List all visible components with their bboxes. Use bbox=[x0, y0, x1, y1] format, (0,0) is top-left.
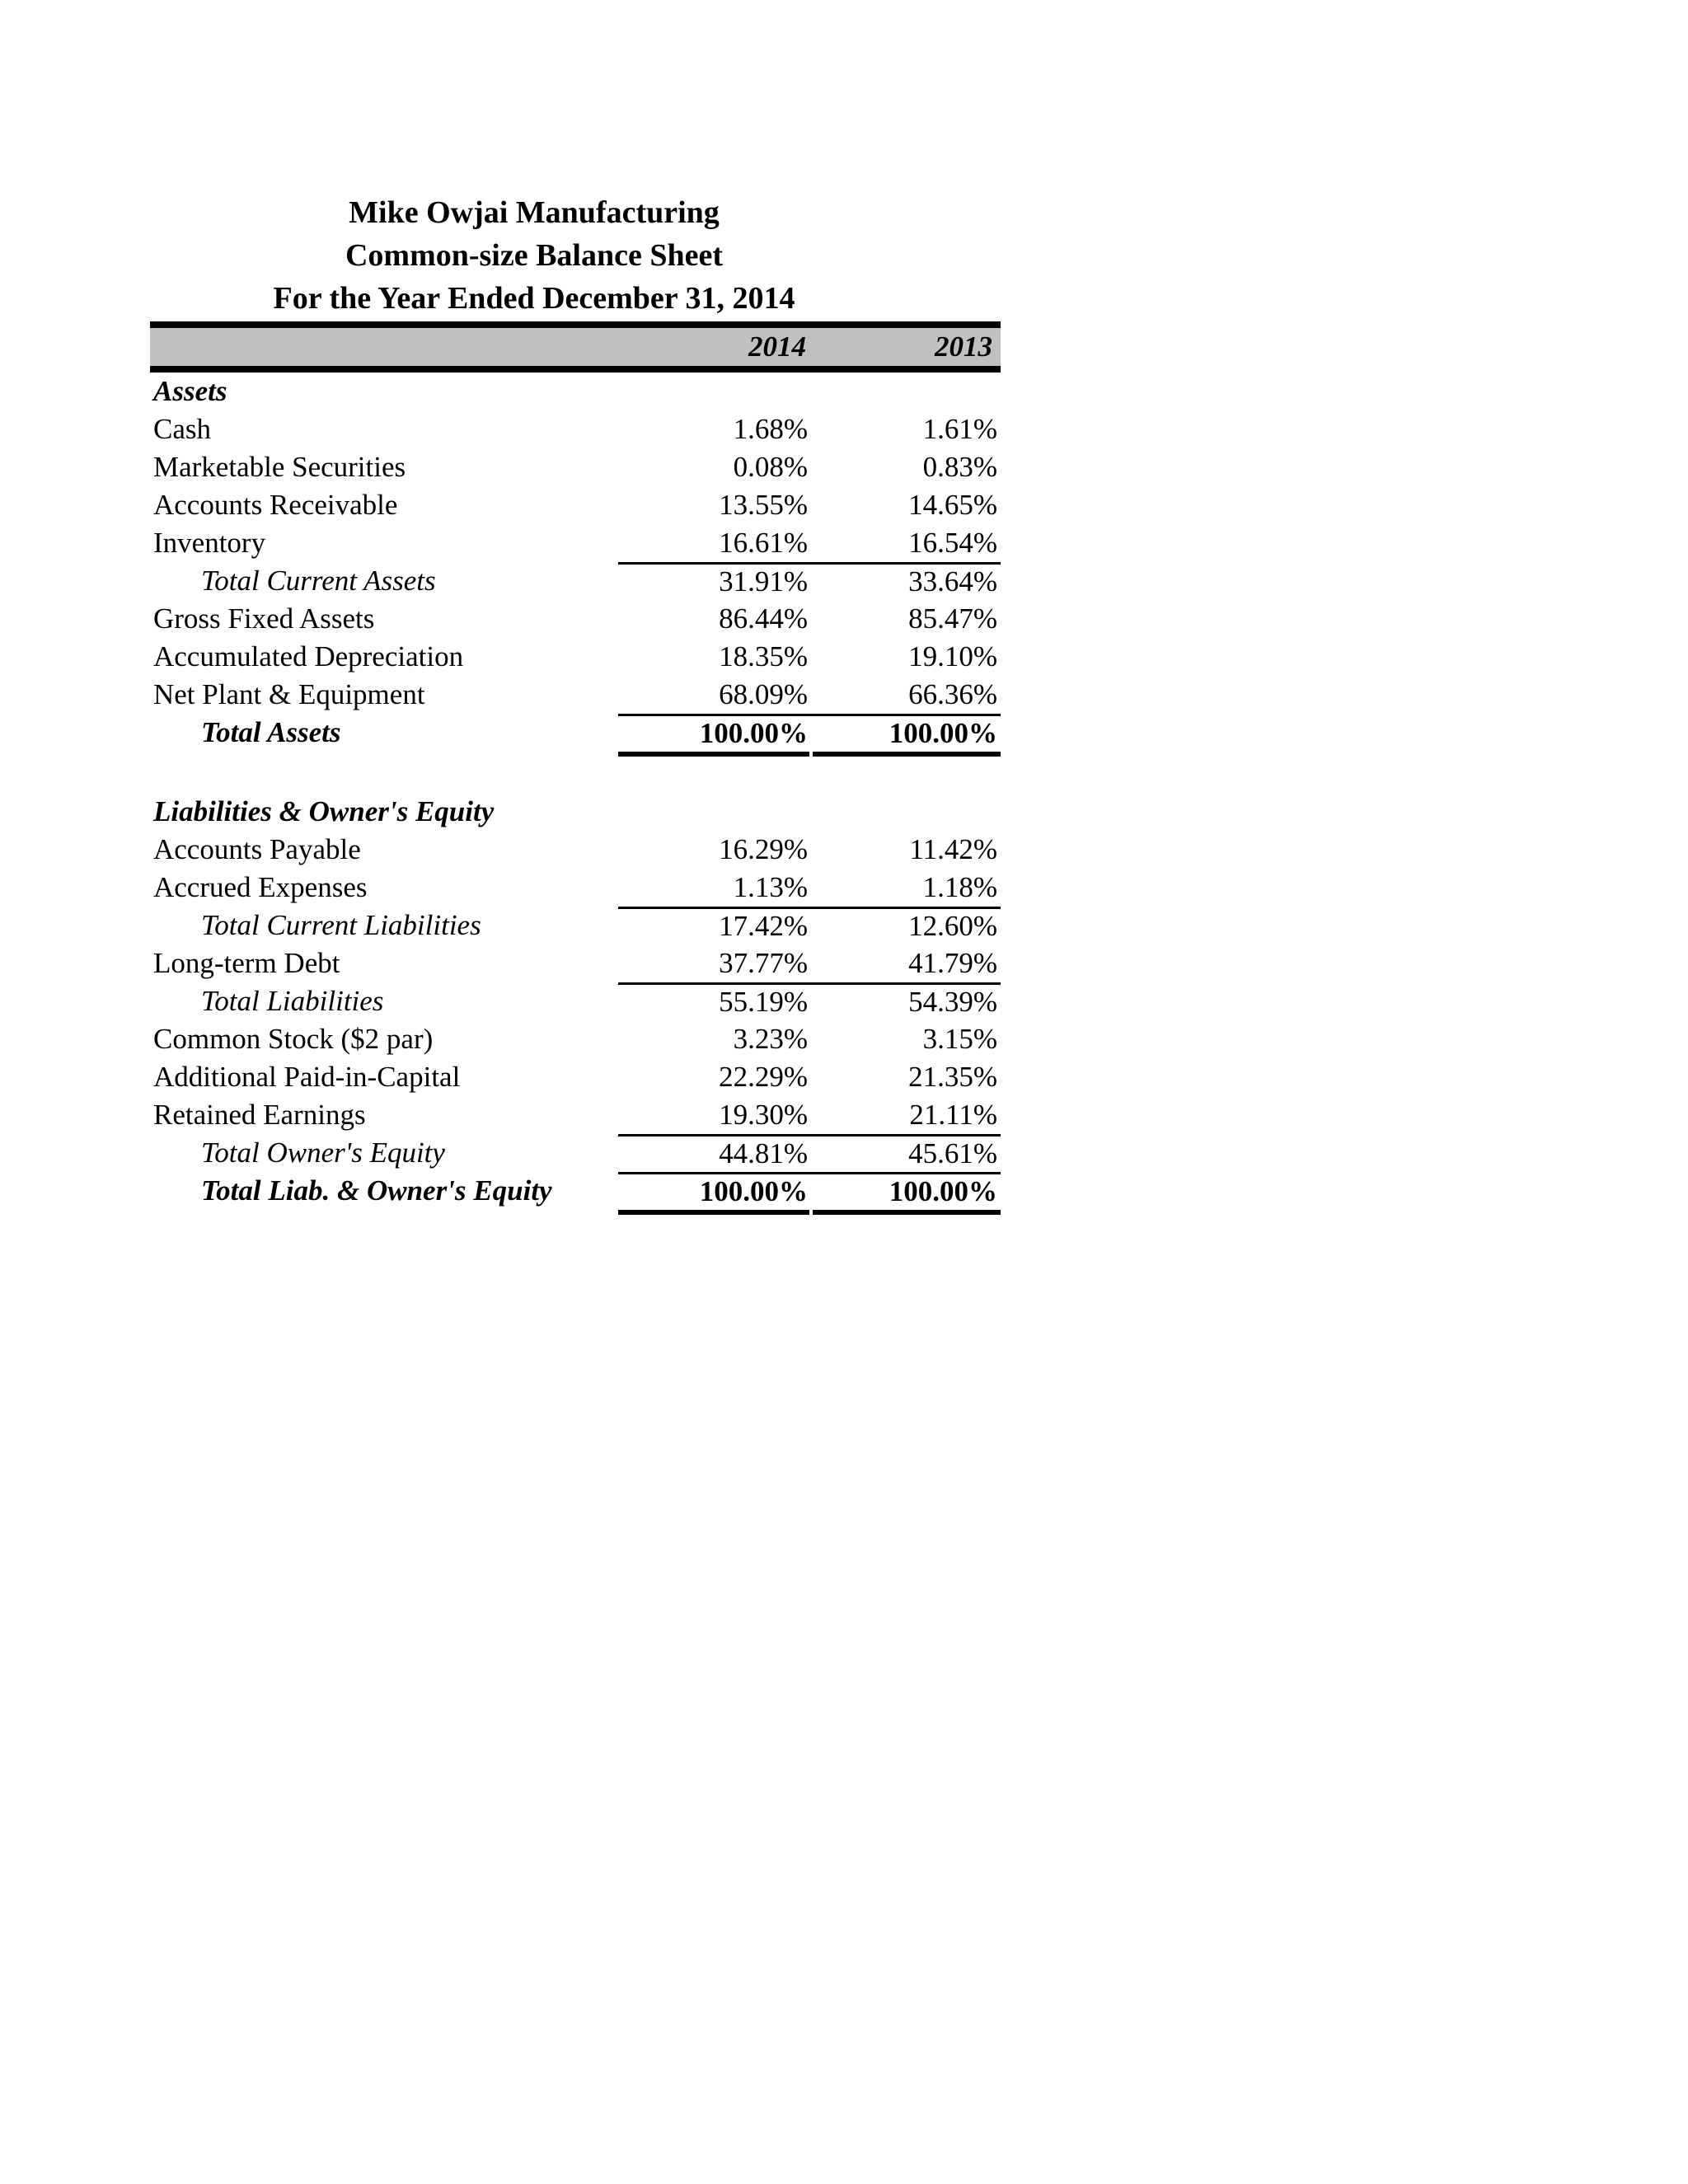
double-underline bbox=[150, 1210, 1001, 1216]
value-2014: 55.19% bbox=[618, 982, 813, 1020]
subtotal-row bbox=[150, 982, 1001, 1020]
value-2013: 66.36% bbox=[908, 678, 997, 710]
value-2014: 17.42% bbox=[618, 907, 813, 944]
value-2014: 22.29% bbox=[719, 1061, 808, 1093]
value-2014: 13.55% bbox=[719, 489, 808, 521]
row-label: Net Plant & Equipment bbox=[153, 678, 425, 710]
liabilities-heading-row bbox=[150, 793, 1001, 831]
row-label: Cash bbox=[153, 413, 211, 445]
period-title: For the Year Ended December 31, 2014 bbox=[273, 281, 795, 316]
report-titles bbox=[150, 191, 1001, 320]
total-row bbox=[150, 714, 1001, 752]
row-label: Inventory bbox=[153, 527, 266, 559]
double-underline-2013 bbox=[813, 1207, 1001, 1212]
row-label: Accrued Expenses bbox=[153, 871, 368, 903]
table-row bbox=[150, 1020, 1001, 1058]
table-row bbox=[150, 1058, 1001, 1096]
value-2014: 16.29% bbox=[719, 833, 808, 865]
row-label: Total Assets bbox=[201, 716, 341, 748]
value-2013: 19.10% bbox=[908, 640, 997, 673]
table-row bbox=[150, 676, 1001, 714]
value-2013: 100.00% bbox=[809, 714, 1001, 752]
value-2013: 85.47% bbox=[908, 602, 997, 635]
value-2014: 18.35% bbox=[719, 640, 808, 673]
value-2013: 14.65% bbox=[908, 489, 997, 521]
row-label: Common Stock ($2 par) bbox=[153, 1023, 434, 1055]
double-underline-2013 bbox=[813, 749, 1001, 754]
row-label: Accounts Payable bbox=[153, 833, 361, 865]
double-underline-2014 bbox=[618, 749, 809, 754]
subtotal-row bbox=[150, 907, 1001, 944]
value-2013: 100.00% bbox=[809, 1172, 1001, 1210]
double-underline bbox=[150, 752, 1001, 758]
table-row bbox=[150, 944, 1001, 982]
table-row bbox=[150, 600, 1001, 638]
balance-sheet bbox=[150, 191, 1001, 1216]
value-2013: 21.11% bbox=[909, 1099, 997, 1131]
value-2014: 68.09% bbox=[719, 678, 808, 710]
total-row bbox=[150, 1172, 1001, 1210]
assets-heading-row bbox=[150, 373, 1001, 410]
row-label: Total Current Liabilities bbox=[201, 909, 481, 941]
value-2014: 1.68% bbox=[733, 413, 808, 445]
year-header-2014: 2014 bbox=[748, 330, 806, 363]
row-label: Accumulated Depreciation bbox=[153, 640, 464, 673]
value-2014: 44.81% bbox=[618, 1134, 813, 1172]
row-label: Accounts Receivable bbox=[153, 489, 398, 521]
value-2013: 0.83% bbox=[922, 451, 997, 483]
table-row bbox=[150, 524, 1001, 562]
value-2014: 3.23% bbox=[733, 1023, 808, 1055]
table-row bbox=[150, 448, 1001, 486]
row-label: Retained Earnings bbox=[153, 1099, 366, 1131]
company-name: Mike Owjai Manufacturing bbox=[349, 195, 720, 230]
subtotal-row bbox=[150, 1134, 1001, 1172]
statement-title: Common-size Balance Sheet bbox=[345, 238, 724, 273]
value-2013: 11.42% bbox=[909, 833, 997, 865]
row-label: Total Current Assets bbox=[201, 565, 436, 597]
value-2014: 0.08% bbox=[733, 451, 808, 483]
value-2013: 21.35% bbox=[908, 1061, 997, 1093]
value-2013: 3.15% bbox=[922, 1023, 997, 1055]
row-label: Total Owner's Equity bbox=[201, 1137, 445, 1169]
value-2014: 16.61% bbox=[719, 527, 808, 559]
row-label: Additional Paid-in-Capital bbox=[153, 1061, 461, 1093]
value-2013: 54.39% bbox=[809, 982, 1001, 1020]
row-label: Total Liab. & Owner's Equity bbox=[201, 1174, 552, 1207]
subtotal-row bbox=[150, 562, 1001, 600]
year-header-2013: 2013 bbox=[935, 330, 992, 363]
value-2014: 100.00% bbox=[618, 714, 813, 752]
table-row bbox=[150, 1096, 1001, 1134]
section-spacer bbox=[150, 758, 1001, 793]
row-label: Marketable Securities bbox=[153, 451, 406, 483]
value-2013: 33.64% bbox=[809, 562, 1001, 600]
double-underline-2014 bbox=[618, 1207, 809, 1212]
table-row bbox=[150, 831, 1001, 869]
value-2014: 19.30% bbox=[719, 1099, 808, 1131]
assets-heading: Assets bbox=[153, 375, 227, 407]
value-2014: 100.00% bbox=[618, 1172, 813, 1210]
value-2014: 31.91% bbox=[618, 562, 813, 600]
liabilities-heading: Liabilities & Owner's Equity bbox=[153, 795, 495, 827]
row-label: Total Liabilities bbox=[201, 985, 384, 1017]
value-2013: 45.61% bbox=[809, 1134, 1001, 1172]
table-row bbox=[150, 410, 1001, 448]
value-2013: 1.61% bbox=[922, 413, 997, 445]
value-2014: 37.77% bbox=[719, 947, 808, 979]
value-2014: 1.13% bbox=[733, 871, 808, 903]
value-2013: 12.60% bbox=[809, 907, 1001, 944]
row-label: Gross Fixed Assets bbox=[153, 602, 375, 635]
table-row bbox=[150, 638, 1001, 676]
value-2013: 16.54% bbox=[908, 527, 997, 559]
value-2014: 86.44% bbox=[719, 602, 808, 635]
table-row bbox=[150, 869, 1001, 907]
value-2013: 41.79% bbox=[908, 947, 997, 979]
table-row bbox=[150, 486, 1001, 524]
column-header-bar bbox=[150, 321, 1001, 373]
value-2013: 1.18% bbox=[922, 871, 997, 903]
row-label: Long-term Debt bbox=[153, 947, 340, 979]
